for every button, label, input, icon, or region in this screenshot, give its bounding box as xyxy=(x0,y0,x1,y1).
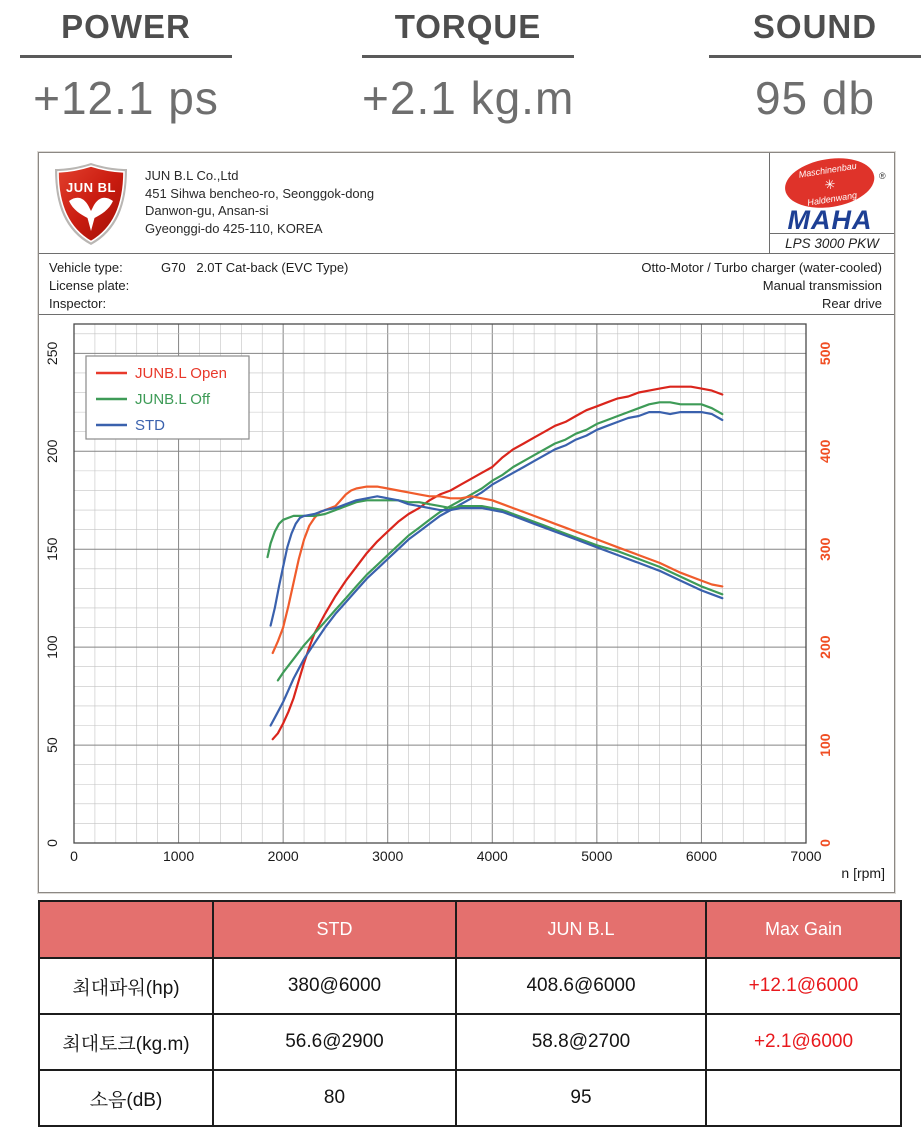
svg-text:®: ® xyxy=(879,171,886,181)
stat-sound-title: SOUND xyxy=(752,8,878,45)
left-tick-label: 100 xyxy=(44,635,60,659)
table-header-blank xyxy=(39,901,213,958)
value-cell: 56.6@2900 xyxy=(213,1014,456,1070)
x-axis-label: n [rpm] xyxy=(841,865,885,881)
vehicle-type-label: Vehicle type: xyxy=(49,260,123,275)
result-table-body xyxy=(39,958,901,1126)
value-cell xyxy=(706,1070,901,1126)
license-plate-label: License plate: xyxy=(49,278,130,293)
value-cell: 58.8@2700 xyxy=(456,1014,706,1070)
company-address-line: Danwon-gu, Ansan-si xyxy=(145,203,269,218)
company-name: JUN B.L Co.,Ltd xyxy=(145,168,239,183)
engine-type: Otto-Motor / Turbo charger (water-cooled) xyxy=(641,260,882,275)
company-address-line: 451 Sihwa bencheo-ro, Seonggok-dong xyxy=(145,185,375,201)
dyno-chart xyxy=(39,315,894,890)
table-header-STD: STD xyxy=(213,901,456,958)
table-row xyxy=(39,1070,901,1126)
x-tick-label: 4000 xyxy=(476,848,508,864)
svg-text:MAHA: MAHA xyxy=(787,205,873,233)
row-label-cell: 최대파워(hp) xyxy=(39,958,213,1014)
stat-power-title: POWER xyxy=(61,8,191,45)
right-tick-label: 100 xyxy=(817,733,833,757)
x-tick-label: 1000 xyxy=(162,848,195,864)
value-cell: 80 xyxy=(213,1070,456,1126)
series-junb.l-off-torque xyxy=(268,500,723,594)
stat-sound-underline xyxy=(709,55,921,58)
result-table xyxy=(38,900,902,1127)
row-label-cell: 최대토크(kg.m) xyxy=(39,1014,213,1070)
device-model: LPS 3000 PKW xyxy=(770,233,894,252)
right-tick-label: 300 xyxy=(817,537,833,561)
result-table-head xyxy=(39,901,901,958)
left-tick-label: 0 xyxy=(44,839,60,847)
inspector-label: Inspector: xyxy=(49,296,107,311)
right-tick-label: 400 xyxy=(817,439,833,463)
x-tick-label: 3000 xyxy=(372,848,404,864)
sheet-info xyxy=(39,253,894,315)
maha-logo-icon xyxy=(773,153,891,233)
stat-power xyxy=(20,8,232,125)
value-cell: 380@6000 xyxy=(213,958,456,1014)
dyno-chart-svg xyxy=(39,315,896,890)
legend-label: STD xyxy=(135,417,165,434)
stat-torque-value: +2.1 kg.m xyxy=(362,72,575,124)
x-tick-label: 6000 xyxy=(685,848,718,864)
company-address-line: Gyeonggi-do 425-110, KOREA xyxy=(145,220,323,236)
right-tick-label: 200 xyxy=(817,635,833,659)
svg-text:Maschinenbau: Maschinenbau xyxy=(797,160,858,180)
left-tick-label: 200 xyxy=(44,439,60,463)
stat-sound-value: 95 db xyxy=(754,72,876,124)
company-address xyxy=(145,161,374,253)
left-tick-label: 50 xyxy=(44,737,60,753)
row-label-cell: 소음(dB) xyxy=(39,1070,213,1126)
x-tick-label: 0 xyxy=(70,848,78,864)
table-row xyxy=(39,1014,901,1070)
svg-text:JUN BL: JUN BL xyxy=(66,180,116,195)
stat-torque-underline xyxy=(362,55,574,58)
table-row xyxy=(39,958,901,1014)
dyno-report-sheet xyxy=(38,152,895,893)
company-block xyxy=(39,153,769,253)
x-tick-label: 5000 xyxy=(581,848,613,864)
legend-label: JUNB.L Open xyxy=(135,365,227,382)
x-tick-label: 7000 xyxy=(790,848,822,864)
svg-text:Haldenwang: Haldenwang xyxy=(806,189,858,208)
svg-text:✳: ✳ xyxy=(823,176,837,193)
left-tick-label: 250 xyxy=(44,341,60,366)
maha-block xyxy=(769,153,894,253)
value-cell: 408.6@6000 xyxy=(456,958,706,1014)
value-cell: +2.1@6000 xyxy=(706,1014,901,1070)
stat-torque xyxy=(362,8,574,125)
sheet-header xyxy=(39,153,894,253)
value-cell: 95 xyxy=(456,1070,706,1126)
drive-type: Rear drive xyxy=(822,296,882,311)
right-tick-label: 500 xyxy=(817,341,833,366)
table-header-Max Gain: Max Gain xyxy=(706,901,901,958)
series-junb.l-off-power xyxy=(278,402,722,680)
left-tick-label: 150 xyxy=(44,537,60,561)
stat-power-value: +12.1 ps xyxy=(33,72,219,124)
table-header-JUN B.L: JUN B.L xyxy=(456,901,706,958)
right-tick-label: 0 xyxy=(817,839,833,847)
stats-strip xyxy=(0,8,924,138)
value-cell: +12.1@6000 xyxy=(706,958,901,1014)
junbl-logo-icon xyxy=(51,161,131,247)
stat-torque-title: TORQUE xyxy=(394,8,542,45)
x-tick-label: 2000 xyxy=(267,848,299,864)
vehicle-type-value: G70 2.0T Cat-back (EVC Type) xyxy=(161,260,349,275)
transmission: Manual transmission xyxy=(762,278,882,293)
engine-info xyxy=(641,259,882,313)
stat-power-underline xyxy=(20,55,232,58)
legend-label: JUNB.L Off xyxy=(135,391,211,408)
stat-sound xyxy=(709,8,921,125)
